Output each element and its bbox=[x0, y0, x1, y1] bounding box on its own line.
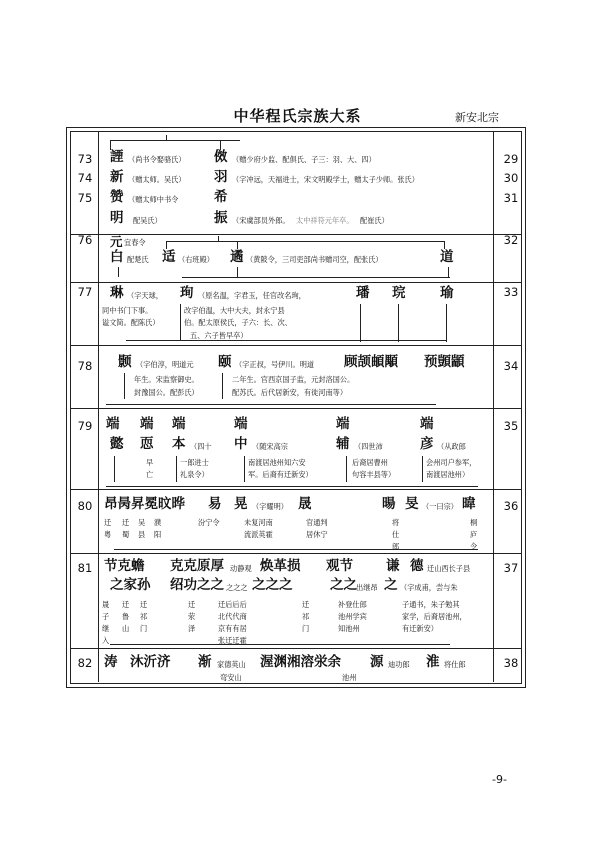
person-name: 白 bbox=[110, 249, 124, 265]
generation-number: 81 bbox=[77, 561, 93, 575]
person-name: 羽 bbox=[214, 169, 228, 185]
person-note: 之之之 bbox=[226, 583, 248, 592]
person-note: 池州 bbox=[342, 673, 357, 682]
person-note: 京有有居 bbox=[218, 624, 247, 633]
person-note: 庐 bbox=[470, 530, 478, 539]
person-note: （字天球， bbox=[127, 291, 163, 300]
person-name: 涛 bbox=[104, 654, 118, 670]
person-name: 傚 bbox=[214, 149, 228, 165]
person-name: 适 bbox=[162, 249, 176, 265]
person-note: 家德英山 bbox=[217, 660, 246, 669]
person-note: 居休宁 bbox=[306, 530, 328, 539]
person-name: 昂昺昇冕旼晔 bbox=[104, 496, 185, 512]
right-column-divider bbox=[493, 131, 494, 682]
person-note: 早 bbox=[146, 458, 154, 467]
person-note: 泽 bbox=[188, 624, 196, 633]
person-name: 瑜 bbox=[440, 285, 454, 301]
person-note: 祁 bbox=[302, 612, 310, 621]
person-note: （黄陂令，三司吏部尚书赠司空，配张氏） bbox=[246, 255, 383, 264]
person-note: 谥文简。配陈氏） bbox=[102, 318, 160, 327]
person-name: 源 bbox=[370, 654, 384, 670]
person-note: 南渡居池州知六安 bbox=[248, 458, 306, 467]
person-note: （字耀明） bbox=[252, 502, 288, 511]
person-note: 知池州 bbox=[338, 624, 360, 633]
person-note: 出继昂 bbox=[356, 583, 378, 592]
tree-connector bbox=[106, 486, 478, 487]
person-note: 有迁新安） bbox=[402, 624, 438, 633]
person-note: 补登仕郎 bbox=[338, 600, 367, 609]
person-note: 迁 bbox=[122, 518, 130, 527]
person-name: 道 bbox=[440, 249, 454, 265]
person-note: （字伯淳，明道元 bbox=[136, 360, 194, 369]
person-note: 迁山西长子县 bbox=[427, 564, 471, 573]
generation-number: 73 bbox=[77, 152, 93, 166]
person-name: 预顗顓 bbox=[424, 354, 465, 370]
person-note: 仕 bbox=[392, 530, 400, 539]
person-note: 后裔居曹州 bbox=[352, 458, 388, 467]
person-note: 句容丰县等） bbox=[352, 470, 396, 479]
person-name: 晃 bbox=[234, 496, 248, 512]
person-name: 旻 bbox=[405, 496, 419, 512]
tree-connector bbox=[244, 456, 245, 482]
tree-connector bbox=[422, 456, 423, 482]
person-name: 琓 bbox=[392, 285, 406, 301]
tree-connector bbox=[446, 304, 447, 342]
person-name: 端 bbox=[336, 416, 350, 432]
person-note: 五、六子皆早卒） bbox=[190, 331, 248, 340]
person-note: 迁 bbox=[122, 600, 130, 609]
person-note: （四世沛 bbox=[354, 442, 383, 451]
tree-connector bbox=[166, 241, 167, 249]
person-note: 山 bbox=[122, 624, 130, 633]
person-name: 明 bbox=[110, 210, 124, 226]
person-note: （随宋高宗 bbox=[252, 442, 288, 451]
person-name: 元 bbox=[110, 234, 123, 249]
row-separator bbox=[70, 345, 522, 346]
person-note: 迁后后后 bbox=[218, 600, 247, 609]
tree-connector bbox=[360, 304, 361, 342]
person-note: 流派英霍 bbox=[244, 530, 273, 539]
page-number: -9- bbox=[492, 773, 507, 786]
person-note: 配楚氏 bbox=[127, 255, 149, 264]
person-name: 颢 bbox=[118, 354, 132, 370]
person-note: 门 bbox=[140, 624, 148, 633]
person-note: 礼泉令） bbox=[180, 470, 209, 479]
person-note: 官通判 bbox=[306, 518, 328, 527]
person-note: 亡 bbox=[146, 470, 154, 479]
person-name: 颐 bbox=[218, 354, 232, 370]
person-name: 渐 bbox=[198, 654, 212, 670]
person-note: 配吴氏） bbox=[133, 216, 162, 225]
person-name: 谦 bbox=[386, 558, 400, 574]
person-name: 赞 bbox=[110, 189, 124, 205]
person-name: 之之之 bbox=[252, 577, 293, 593]
person-name: 之家孙 bbox=[110, 577, 151, 593]
tree-connector bbox=[166, 241, 444, 242]
person-name: 中 bbox=[234, 436, 248, 452]
tree-connector bbox=[114, 456, 115, 482]
branch-label: 新安北宗 bbox=[455, 111, 499, 124]
person-note: 池州学宾 bbox=[338, 612, 367, 621]
person-note: 濮 bbox=[154, 518, 162, 527]
person-name: 节克蟾 bbox=[104, 558, 145, 574]
person-note: （字成甫，尝与朱 bbox=[400, 583, 458, 592]
person-note: （从政郎 bbox=[437, 442, 466, 451]
person-note: 配崔氏） bbox=[360, 216, 389, 225]
person-note: 鲁 bbox=[122, 612, 130, 621]
tree-connector bbox=[110, 644, 450, 645]
person-name: 端 bbox=[140, 416, 154, 432]
person-note: 汾宁令 bbox=[198, 518, 220, 527]
generation-number: 76 bbox=[77, 233, 93, 247]
person-name: 渥渊湘溶泶余 bbox=[260, 654, 341, 670]
tree-connector bbox=[237, 241, 238, 249]
person-note: 二年生。官西京国子监，元封洛国公。 bbox=[232, 375, 355, 384]
person-note: 迁 bbox=[188, 600, 196, 609]
page-title: 中华程氏宗族大系 bbox=[233, 107, 362, 125]
person-note: 荥 bbox=[188, 612, 196, 621]
person-note: （字正叔，号伊川。明道 bbox=[235, 360, 315, 369]
person-note: 晟 bbox=[102, 600, 110, 609]
tree-connector bbox=[398, 304, 399, 342]
person-note: 吴 bbox=[138, 518, 146, 527]
person-note: 蜀 bbox=[122, 530, 130, 539]
person-name: 希 bbox=[214, 189, 228, 205]
person-note: 门 bbox=[302, 624, 310, 633]
left-column-divider bbox=[98, 131, 99, 682]
person-note: 太中祥符元年卒。 bbox=[296, 216, 354, 225]
generation-number: 33 bbox=[503, 285, 519, 299]
person-name: 晟 bbox=[298, 496, 312, 512]
person-note: （右班殿） bbox=[178, 255, 214, 264]
tree-connector bbox=[166, 135, 167, 140]
generation-number: 38 bbox=[503, 656, 519, 670]
person-note: 家学，后裔居池州， bbox=[402, 612, 467, 621]
tree-connector bbox=[180, 304, 181, 340]
person-note: 北代代商 bbox=[218, 612, 247, 621]
tree-connector bbox=[444, 241, 445, 249]
person-note: 郎 bbox=[392, 542, 400, 551]
row-separator bbox=[70, 234, 522, 235]
person-note: 未复河南 bbox=[244, 518, 273, 527]
tree-connector bbox=[114, 549, 478, 550]
person-name: 辅 bbox=[336, 436, 350, 452]
person-note: 将仕郎 bbox=[444, 660, 466, 669]
person-note: 改字伯温，大中大夫，封永宁县 bbox=[184, 306, 285, 315]
generation-number: 34 bbox=[503, 359, 519, 373]
generation-number: 74 bbox=[77, 171, 93, 185]
generation-number: 29 bbox=[503, 152, 519, 166]
person-name: 遹 bbox=[230, 249, 244, 265]
person-note: 会州司户参军， bbox=[426, 458, 477, 467]
person-note: 南渡居池州） bbox=[426, 470, 470, 479]
person-note: 宜春令 bbox=[124, 238, 146, 247]
person-note: 军。后裔有迁新安） bbox=[248, 470, 313, 479]
tree-connector bbox=[346, 456, 347, 482]
person-note: 县 bbox=[138, 530, 146, 539]
person-name: 本 bbox=[172, 436, 186, 452]
person-note: 伯。配太原侯氏，子六：长、次、 bbox=[184, 318, 292, 327]
person-note: 继 bbox=[102, 624, 110, 633]
person-name: 懿 bbox=[110, 436, 124, 452]
generation-number: 30 bbox=[503, 171, 519, 185]
person-note: （一曰宗） bbox=[422, 502, 458, 511]
tree-connector bbox=[126, 340, 446, 341]
person-name: 恧 bbox=[140, 436, 154, 452]
person-name: 顾颉頔顒 bbox=[344, 354, 398, 370]
person-name: 端 bbox=[420, 416, 434, 432]
generation-number: 31 bbox=[503, 191, 519, 205]
generation-number: 79 bbox=[77, 419, 93, 433]
person-note: 入 bbox=[102, 636, 110, 645]
generation-number: 36 bbox=[503, 499, 519, 513]
person-note: （尚书令娶骆氏） bbox=[128, 155, 186, 164]
person-note: 弯安山 bbox=[220, 673, 242, 682]
tree-connector bbox=[118, 267, 119, 277]
tree-connector bbox=[106, 404, 436, 405]
person-note: 子通书，朱子勉其 bbox=[402, 600, 460, 609]
person-name: 绍功之之 bbox=[170, 577, 224, 593]
person-note: 迁 bbox=[302, 600, 310, 609]
person-note: 将 bbox=[392, 518, 400, 527]
person-note: 年生。宋监察御史。 bbox=[134, 375, 199, 384]
person-note: 动静观 bbox=[230, 564, 252, 573]
person-name: 珣 bbox=[180, 285, 194, 301]
person-name: 琳 bbox=[110, 285, 124, 301]
person-note: 桐 bbox=[470, 518, 478, 527]
row-separator bbox=[70, 489, 522, 490]
person-name: 璠 bbox=[356, 285, 370, 301]
person-name: 暐 bbox=[462, 496, 476, 512]
person-name: 克克原厚 bbox=[170, 558, 224, 574]
tree-connector bbox=[448, 267, 449, 277]
generation-number: 82 bbox=[77, 656, 93, 670]
person-note: 迁 bbox=[104, 518, 112, 527]
person-note: 张迁迁霍 bbox=[218, 636, 247, 645]
person-note: 同中书门下事。 bbox=[102, 306, 153, 315]
person-name: 諲 bbox=[110, 149, 124, 165]
person-name: 端 bbox=[234, 416, 248, 432]
person-note: （字冲远，天福进士，宋文明殿学士，赠太子少师。张氏） bbox=[232, 175, 419, 184]
person-name: 端 bbox=[172, 416, 186, 432]
person-name: 彦 bbox=[420, 436, 434, 452]
person-note: （赠太师。吴氏） bbox=[128, 175, 186, 184]
generation-number: 78 bbox=[77, 359, 93, 373]
person-note: 令 bbox=[470, 542, 478, 551]
row-separator bbox=[70, 282, 522, 283]
person-name: 淮 bbox=[426, 654, 440, 670]
generation-number: 80 bbox=[77, 499, 93, 513]
person-note: 粤 bbox=[104, 530, 112, 539]
person-note: 一郎进士 bbox=[180, 458, 209, 467]
person-note: 祁 bbox=[140, 612, 148, 621]
generation-number: 77 bbox=[77, 285, 93, 299]
tree-connector bbox=[176, 456, 177, 482]
person-note: （赠少府少监、配俱氏、子三：羽、大、四） bbox=[232, 155, 376, 164]
generation-number: 32 bbox=[503, 233, 519, 247]
person-note: （赠太师中书令 bbox=[128, 195, 179, 204]
person-name: 焕革损 bbox=[260, 558, 301, 574]
person-name: 新 bbox=[110, 169, 124, 185]
person-name: 振 bbox=[214, 210, 228, 226]
person-note: 迪功郎 bbox=[388, 660, 410, 669]
person-name: 德 bbox=[410, 558, 424, 574]
generation-number: 37 bbox=[503, 561, 519, 575]
person-name: 之之 bbox=[330, 577, 357, 593]
person-name: 暘 bbox=[382, 496, 396, 512]
person-note: 子 bbox=[102, 612, 110, 621]
generation-number: 75 bbox=[77, 191, 93, 205]
row-separator bbox=[70, 408, 522, 409]
person-note: 封豫国公。配彭氏） bbox=[134, 388, 199, 397]
person-note: 配苏氏。后代居新安，有徙河南等） bbox=[232, 388, 348, 397]
tree-connector bbox=[222, 373, 223, 399]
row-separator bbox=[70, 648, 522, 649]
person-note: （宋虞部员外郎。 bbox=[232, 216, 290, 225]
tree-connector bbox=[124, 373, 125, 399]
person-note: 迁 bbox=[140, 600, 148, 609]
person-note: 阳 bbox=[154, 530, 162, 539]
person-name: 观节 bbox=[326, 558, 353, 574]
person-name: 沐沂济 bbox=[130, 654, 171, 670]
tree-connector bbox=[182, 277, 450, 278]
tree-connector bbox=[237, 267, 238, 277]
person-name: 端 bbox=[106, 416, 120, 432]
person-name: 之 bbox=[384, 577, 398, 593]
row-separator bbox=[70, 553, 522, 554]
person-name: 易 bbox=[208, 496, 222, 512]
tree-connector bbox=[218, 236, 219, 241]
person-note: （四十 bbox=[190, 442, 212, 451]
person-note: （原名温，字君玉，任官改名珣， bbox=[198, 291, 306, 300]
generation-number: 35 bbox=[503, 419, 519, 433]
